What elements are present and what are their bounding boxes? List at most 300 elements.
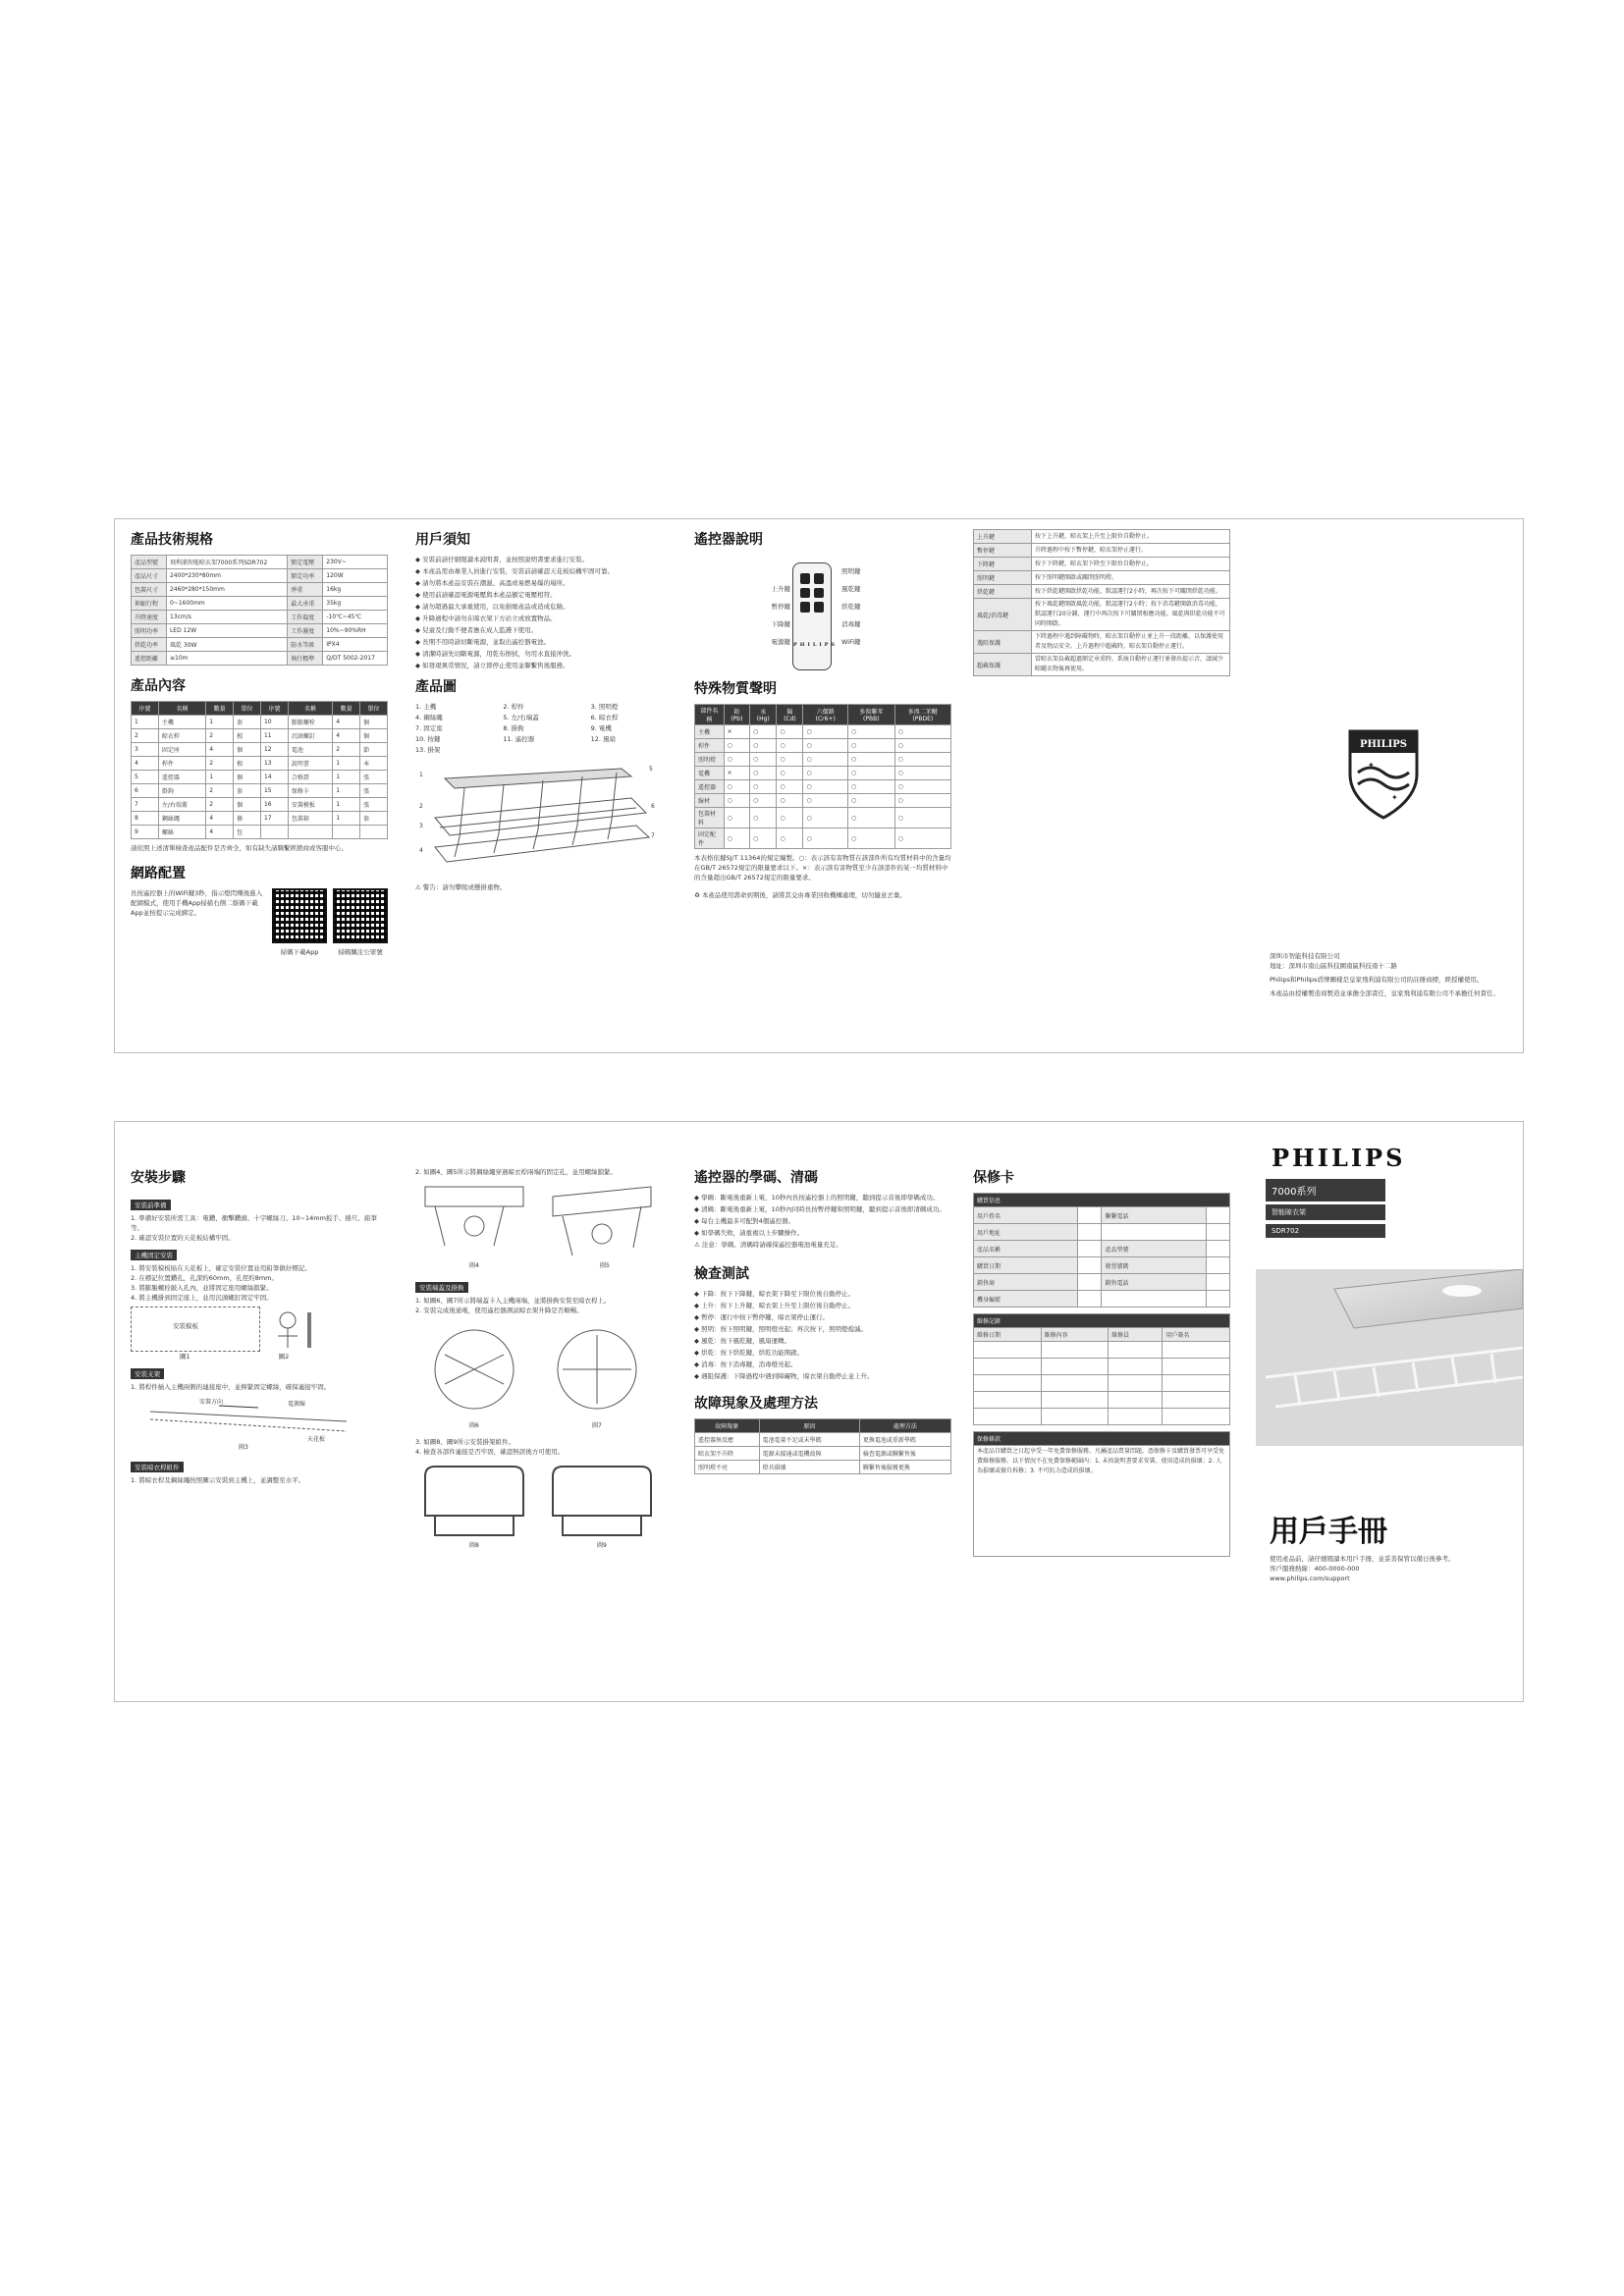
- table-cell: 工作濕度: [288, 624, 323, 638]
- table-cell: [1041, 1375, 1109, 1392]
- table-cell: 螺絲: [158, 826, 205, 839]
- figure-caption: 圖3: [239, 1444, 248, 1451]
- table-cell: 包裝尺寸: [132, 583, 167, 597]
- table-row: [695, 753, 951, 767]
- spec-title: 產品技術規格: [131, 532, 213, 548]
- table-cell: 風乾/消毒鍵: [974, 599, 1032, 631]
- table-header-cell: 序號: [260, 702, 288, 716]
- step-text: 1. 將晾衣桿及鋼絲繩按照圖示安裝到主機上，並調整至水平。: [131, 1476, 305, 1484]
- qr-code-icon: [272, 888, 327, 943]
- check-list: [694, 1289, 951, 1381]
- install-tag-4: 安裝晾衣桿組件: [131, 1462, 184, 1472]
- table-cell: 晾衣架不升降: [695, 1447, 760, 1461]
- table-cell: 照明鍵: [974, 571, 1032, 585]
- pair-note: 注意：學碼、清碼時請確保遙控器電池電量充足。: [701, 1241, 842, 1249]
- table-cell: ○: [848, 767, 895, 780]
- table-header-cell: 名稱: [288, 702, 332, 716]
- table-cell: [1102, 1291, 1206, 1308]
- table-cell: ≥10m: [166, 652, 287, 666]
- table-cell: [1206, 1207, 1229, 1224]
- table-cell: ○: [777, 739, 803, 753]
- remote-label: 風乾鍵: [841, 585, 861, 593]
- table-cell: 2: [333, 743, 360, 757]
- remote-label: 消毒鍵: [841, 620, 861, 628]
- table-row: [132, 624, 388, 638]
- cover-product: 智能晾衣架: [1266, 1204, 1385, 1220]
- table-row: [132, 757, 388, 771]
- bottom-sheet: [114, 1121, 1524, 1702]
- remote-label: 下降鍵: [771, 620, 790, 628]
- table-cell: 根: [234, 757, 261, 771]
- table-cell: 照明燈: [695, 753, 725, 767]
- part-label: 8. 掛鉤: [503, 724, 524, 732]
- table-cell: 4: [206, 826, 234, 839]
- table-row: [132, 798, 388, 812]
- table-cell: 10%~90%RH: [323, 624, 388, 638]
- table-cell: 個: [234, 771, 261, 784]
- table-cell: 用戶姓名: [974, 1207, 1078, 1224]
- part-label: 11. 遙控器: [503, 735, 535, 743]
- table-cell: 遙控器: [158, 771, 205, 784]
- table-cell: 張: [360, 784, 388, 798]
- remote-label: 照明鍵: [841, 567, 861, 575]
- table-cell: ×: [724, 725, 749, 739]
- table-cell: 35kg: [323, 597, 388, 611]
- support-hotline: 客戶服務熱線：400-0000-000: [1270, 1565, 1360, 1573]
- table-cell: 桿件: [158, 757, 205, 771]
- figure-caption: 圖7: [592, 1422, 602, 1429]
- warranty-column: [973, 1122, 1230, 1701]
- table-cell: 1: [206, 716, 234, 729]
- figure-caption: 圖9: [597, 1542, 607, 1549]
- table-row: [132, 729, 388, 743]
- table-cell: 最大承重: [288, 597, 323, 611]
- repair-table: [973, 1313, 1230, 1425]
- table-cell: [360, 826, 388, 839]
- table-cell: 下降過程中遇到障礙物時，晾衣架自動停止並上升一段距離，以保護使用者及物品安全。上升過程中超載時，晾衣架自動停止運行。: [1032, 631, 1230, 654]
- table-cell: [974, 1392, 1042, 1409]
- table-cell: ○: [803, 767, 848, 780]
- list-item: ◆ 本產品需由專業人員進行安裝，安裝前請確認天花板結構牢固可靠。: [415, 567, 615, 575]
- table-cell: [1109, 1342, 1163, 1359]
- list-item: ◆ 如發現異常情況，請立即停止使用並聯繫售後服務。: [415, 662, 569, 669]
- table-cell: 2: [206, 729, 234, 743]
- table-cell: 工作溫度: [288, 611, 323, 624]
- table-cell: ○: [724, 739, 749, 753]
- table-cell: ○: [777, 753, 803, 767]
- install-figure-3: [131, 1392, 366, 1451]
- table-cell: 主機: [695, 725, 725, 739]
- table-header-row: [695, 705, 951, 725]
- hazard-title: 特殊物質聲明: [694, 681, 777, 697]
- table-header-cell: 六價鉻 (Cr6+): [803, 705, 848, 725]
- table-cell: 烘乾鍵: [974, 585, 1032, 599]
- figure-caption: 圖4: [469, 1262, 479, 1269]
- table-row: [132, 826, 388, 839]
- table-row: [974, 1207, 1230, 1224]
- table-cell: ○: [750, 767, 777, 780]
- table-header-cell: 名稱: [158, 702, 205, 716]
- contents-table: [131, 701, 388, 839]
- table-cell: 1: [333, 798, 360, 812]
- table-cell: 按下照明鍵開啟或關閉照明燈。: [1032, 571, 1230, 585]
- table-cell: 遙控器: [695, 780, 725, 794]
- table-cell: 機身編號: [974, 1291, 1078, 1308]
- table-cell: ○: [750, 780, 777, 794]
- table-cell: ○: [848, 739, 895, 753]
- table-cell: ○: [724, 753, 749, 767]
- cover-series: 7000系列: [1266, 1179, 1385, 1201]
- list-item: ◆ 長期不用時請切斷電源，並取出遙控器電池。: [415, 638, 551, 646]
- svg-text:7: 7: [651, 832, 655, 839]
- svg-text:6: 6: [651, 803, 655, 810]
- install-step-text: 2. 如圖4、圖5所示將鋼絲繩穿過晾衣桿兩端的固定孔，並用螺絲鎖緊。: [415, 1168, 618, 1176]
- table-cell: [1163, 1342, 1230, 1359]
- table-row: [132, 638, 388, 652]
- table-header-cell: 處理方法: [859, 1419, 950, 1433]
- table-cell: IPX4: [323, 638, 388, 652]
- table-cell: 套: [234, 716, 261, 729]
- table-cell: 個: [360, 729, 388, 743]
- table-cell: 4: [206, 743, 234, 757]
- table-cell: Q/DT 5002-2017: [323, 652, 388, 666]
- list-item: ◆ 使用前請確認電源電壓與本產品額定電壓相符。: [415, 591, 557, 599]
- table-row: [132, 597, 388, 611]
- table-cell: 2: [206, 757, 234, 771]
- table-cell: ○: [803, 753, 848, 767]
- table-cell: 3: [132, 743, 159, 757]
- table-cell: 淨重: [288, 583, 323, 597]
- table-cell: 鋼絲繩: [158, 812, 205, 826]
- remote-brand: PHILIPS: [793, 642, 839, 648]
- table-cell: ○: [894, 780, 950, 794]
- remote-label: 電源鍵: [771, 638, 790, 646]
- table-cell: 桿件: [695, 739, 725, 753]
- table-cell: 烘乾功率: [132, 638, 167, 652]
- table-row: [974, 1257, 1230, 1274]
- table-cell: ○: [750, 808, 777, 828]
- table-cell: ○: [894, 725, 950, 739]
- remote-title: 遙控器說明: [694, 532, 763, 548]
- step-text: 1. 如圖6、圖7所示將端蓋卡入主機兩端，並將掛鉤安裝至晾衣桿上。: [415, 1297, 611, 1305]
- table-cell: 按下風乾鍵開啟風乾功能，默認運行2小時；按下消毒鍵開啟消毒功能，默認運行20分鐘，運行中再次按下可關閉相應功能。風乾與烘乾功能不可同時開啟。: [1032, 599, 1230, 631]
- table-cell: ○: [750, 725, 777, 739]
- table-cell: 照明燈不亮: [695, 1461, 760, 1474]
- list-item: ◆ 安裝前請仔細閱讀本說明書，並按照說明書要求進行安裝。: [415, 556, 589, 563]
- table-cell: [1163, 1409, 1230, 1425]
- table-row: [695, 1447, 951, 1461]
- brand-desc: Philips和Philips盾牌圖樣是皇家飛利浦有限公司的註冊商標，經授權使用。: [1270, 976, 1484, 984]
- table-header-cell: 鉛 (Pb): [724, 705, 749, 725]
- table-cell: [260, 826, 288, 839]
- table-cell: 條: [234, 812, 261, 826]
- table-cell: 電源未接通或電機故障: [759, 1447, 859, 1461]
- table-cell: 張: [360, 798, 388, 812]
- warning-icon: ⚠: [694, 1241, 700, 1249]
- table-cell: 15: [260, 784, 288, 798]
- table-cell: 防水等級: [288, 638, 323, 652]
- table-cell: 合格證: [288, 771, 332, 784]
- table-cell: ○: [803, 828, 848, 849]
- table-cell: [1109, 1359, 1163, 1375]
- table-cell: 膨脹螺栓: [288, 716, 332, 729]
- table-cell: 遙控距離: [132, 652, 167, 666]
- manual-note: 使用產品前，請仔細閱讀本用戶手冊，並妥善保管以備日後參考。: [1270, 1555, 1455, 1563]
- list-item: ◆ 兒童及行動不便者應在成人監護下使用。: [415, 626, 538, 634]
- warranty-title: 保修卡: [973, 1170, 1014, 1186]
- table-row: [974, 571, 1230, 585]
- table-header-row: [695, 1419, 951, 1433]
- table-cell: ○: [803, 739, 848, 753]
- remote-label: 上升鍵: [771, 585, 790, 593]
- table-cell: 遇阻保護: [974, 631, 1032, 654]
- drill-figure: [268, 1307, 327, 1350]
- part-label: 5. 左/右端蓋: [503, 714, 539, 721]
- table-cell: [1078, 1257, 1102, 1274]
- table-row: [974, 1392, 1230, 1409]
- table-cell: ×: [724, 767, 749, 780]
- table-row: [132, 784, 388, 798]
- list-item: ◆ 清潔時請先切斷電源，用乾布擦拭，勿用水直接沖洗。: [415, 650, 576, 658]
- remote-body: [792, 562, 839, 670]
- table-cell: 按下下降鍵，晾衣架下降至下限位自動停止。: [1032, 558, 1230, 571]
- table-cell: 1: [333, 771, 360, 784]
- install-figures-4-5: [415, 1177, 661, 1271]
- table-row: [132, 812, 388, 826]
- table-row: [695, 794, 951, 808]
- table-cell: [1206, 1224, 1229, 1241]
- table-cell: [1078, 1291, 1102, 1308]
- list-item: ◆ 升降過程中請勿在晾衣架下方站立或放置物品。: [415, 614, 557, 622]
- table-cell: 個: [234, 743, 261, 757]
- table-row: [132, 652, 388, 666]
- table-cell: -10℃~45℃: [323, 611, 388, 624]
- company-address: 地址：深圳市南山區科技園南區科技南十二路: [1270, 962, 1397, 970]
- figure-caption: 圖6: [469, 1422, 479, 1429]
- table-cell: [1109, 1409, 1163, 1425]
- table-header-row: [974, 1328, 1230, 1342]
- product-diagram: [415, 759, 661, 877]
- table-row: [974, 1274, 1230, 1291]
- table-cell: 伸縮行程: [132, 597, 167, 611]
- list-item: ◆ 烘乾：按下烘乾鍵，烘乾功能開啟。: [694, 1349, 804, 1357]
- table-cell: ○: [803, 808, 848, 828]
- table-cell: [974, 1359, 1042, 1375]
- step-text: 2. 安裝完成後通電，使用遙控器測試晾衣架升降是否順暢。: [415, 1307, 583, 1314]
- table-cell: 16: [260, 798, 288, 812]
- table-cell: 9: [132, 826, 159, 839]
- table-cell: [1206, 1291, 1229, 1308]
- qr-label: 掃碼下載App: [280, 948, 319, 956]
- table-cell: ○: [724, 828, 749, 849]
- table-cell: ○: [894, 808, 950, 828]
- table-cell: 維修員: [1109, 1328, 1163, 1342]
- step-text: 1. 將安裝模板貼在天花板上，確定安裝位置並用鉛筆做好標記。: [131, 1264, 311, 1272]
- figure-label: 安裝方向: [199, 1399, 224, 1406]
- pair-list: [694, 1193, 951, 1238]
- table-cell: [1206, 1274, 1229, 1291]
- step-text: 2. 在標記位置鑽孔，孔深約60mm，孔徑約8mm。: [131, 1274, 279, 1282]
- table-header-cell: 多溴二苯醚 (PBDE): [894, 705, 950, 725]
- table-row: [974, 558, 1230, 571]
- table-cell: 保修卡: [288, 784, 332, 798]
- table-row: [974, 1375, 1230, 1392]
- table-cell: 套: [234, 784, 261, 798]
- table-cell: ○: [777, 725, 803, 739]
- table-cell: 13cm/s: [166, 611, 287, 624]
- table-cell: 1: [333, 784, 360, 798]
- table-cell: 聯繫電話: [1102, 1207, 1206, 1224]
- table-header-cell: 序號: [132, 702, 159, 716]
- table-cell: [1041, 1409, 1109, 1425]
- fault-title: 故障現象及處理方法: [694, 1396, 818, 1412]
- table-row: [132, 716, 388, 729]
- table-cell: 固定配件: [695, 828, 725, 849]
- table-row: [695, 725, 951, 739]
- list-item: ◆ 遇阻保護：下降過程中遇到障礙物，晾衣架自動停止並上升。: [694, 1372, 874, 1380]
- install-tag-1: 安裝前準備: [131, 1200, 171, 1210]
- table-row: [974, 1291, 1230, 1308]
- table-row: [974, 1342, 1230, 1359]
- table-cell: 個: [360, 716, 388, 729]
- table-cell: 照明功率: [132, 624, 167, 638]
- figure-caption: 圖5: [600, 1262, 610, 1269]
- table-cell: 產品尺寸: [132, 569, 167, 583]
- table-cell: 超載保護: [974, 654, 1032, 676]
- top-sheet: [114, 518, 1524, 1053]
- figure-caption: 圖2: [278, 1353, 290, 1361]
- table-cell: 安裝模板: [288, 798, 332, 812]
- table-header-cell: 鎘 (Cd): [777, 705, 803, 725]
- table-cell: ○: [750, 794, 777, 808]
- spec-table: [131, 555, 388, 666]
- table-row: [974, 631, 1230, 654]
- table-cell: ○: [777, 767, 803, 780]
- install2-steps-3: [415, 1437, 673, 1457]
- spec-column: [131, 519, 388, 1052]
- table-cell: 本: [360, 757, 388, 771]
- notice-title: 用戶須知: [415, 532, 470, 548]
- part-label: 2. 桿件: [503, 703, 524, 711]
- table-cell: ○: [803, 725, 848, 739]
- table-cell: 13: [260, 757, 288, 771]
- table-cell: 主機: [158, 716, 205, 729]
- table-cell: 用戶地址: [974, 1224, 1078, 1241]
- table-cell: 1: [333, 757, 360, 771]
- step-text: 1. 準備好安裝所需工具：電鑽、衝擊鑽頭、十字螺絲刀、10~14mm扳手、捲尺、鉛筆等。: [131, 1214, 377, 1232]
- table-cell: 維修內容: [1041, 1328, 1109, 1342]
- svg-text:3: 3: [419, 823, 423, 829]
- hazard-table: [694, 704, 951, 849]
- part-label: 1. 主機: [415, 703, 437, 711]
- table-row: [132, 569, 388, 583]
- svg-text:4: 4: [419, 847, 423, 854]
- table-cell: [333, 826, 360, 839]
- table-cell: 按下烘乾鍵開啟烘乾功能，默認運行2小時，再次按下可關閉烘乾功能。: [1032, 585, 1230, 599]
- table-cell: 120W: [323, 569, 388, 583]
- table-cell: 17: [260, 812, 288, 826]
- table-cell: 1: [132, 716, 159, 729]
- philips-shield-icon: [1344, 725, 1423, 824]
- remote-right-labels: [841, 566, 920, 655]
- table-row: [974, 1359, 1230, 1375]
- svg-text:1: 1: [419, 772, 423, 778]
- table-row: [974, 1224, 1230, 1241]
- table-row: [132, 771, 388, 784]
- table-cell: 維修日期: [974, 1328, 1042, 1342]
- template-figure: [131, 1307, 260, 1352]
- table-cell: 1: [333, 812, 360, 826]
- table-cell: ○: [894, 794, 950, 808]
- table-cell: 額定功率: [288, 569, 323, 583]
- table-cell: 發票號碼: [1102, 1257, 1206, 1274]
- functions-column: [973, 519, 1230, 1052]
- list-item: ◆ 風乾：按下風乾鍵，風扇運轉。: [694, 1337, 791, 1345]
- table-cell: [1078, 1241, 1102, 1257]
- functions-table: [973, 529, 1230, 676]
- list-item: ◆ 上升：按下上升鍵，晾衣架上升至上限位後自動停止。: [694, 1302, 855, 1309]
- table-row: [974, 530, 1230, 544]
- table-header-cell: 故障現象: [695, 1419, 760, 1433]
- table-header-cell: 數量: [333, 702, 360, 716]
- table-cell: 線材: [695, 794, 725, 808]
- svg-text:✦: ✦: [1368, 761, 1375, 770]
- company-name: 深圳市智能科技有限公司: [1270, 952, 1340, 960]
- contents-note: 請依照上述清單檢查產品配件是否齊全，如有缺失請聯繫經銷商或客服中心。: [131, 844, 348, 852]
- step-text: 1. 將桿件插入主機兩側的連接座中，並擰緊固定螺絲，確保連接牢固。: [131, 1383, 331, 1391]
- table-cell: [1163, 1359, 1230, 1375]
- svg-text:2: 2: [419, 803, 423, 810]
- warranty-table: [973, 1193, 1230, 1308]
- table-row: [974, 1241, 1230, 1257]
- table-header-cell: 數量: [206, 702, 234, 716]
- fault-table: [694, 1418, 951, 1474]
- table-row: [974, 544, 1230, 558]
- manual-title: 用戶手冊: [1270, 1515, 1387, 1549]
- table-cell: ○: [777, 794, 803, 808]
- table-cell: LED 12W: [166, 624, 287, 638]
- table-cell: 2400*230*80mm: [166, 569, 287, 583]
- svg-text:5: 5: [649, 766, 653, 773]
- table-header-cell: 單位: [234, 702, 261, 716]
- install-tag-3: 安裝支架: [131, 1368, 164, 1379]
- table-cell: [1078, 1207, 1102, 1224]
- table-cell: 11: [260, 729, 288, 743]
- table-cell: 4: [333, 716, 360, 729]
- table-cell: ○: [894, 739, 950, 753]
- install-steps-4: [131, 1475, 388, 1485]
- table-row: [974, 585, 1230, 599]
- table-cell: 左/右端蓋: [158, 798, 205, 812]
- table-cell: 按下上升鍵，晾衣架上升至上限位自動停止。: [1032, 530, 1230, 544]
- table-cell: 升降速度: [132, 611, 167, 624]
- list-item: ◆ 學碼：斷電後重新上電，10秒內長按遙控器上的照明鍵，聽到提示音後即學碼成功。: [694, 1194, 940, 1201]
- table-row: [132, 743, 388, 757]
- list-item: ◆ 請勿超過最大承重使用，以免損壞產品或造成危險。: [415, 603, 569, 611]
- table-cell: 根: [234, 729, 261, 743]
- table-cell: 飛利浦智能晾衣架7000系列SDR702: [166, 556, 287, 569]
- warning-text: 警告：請勿攀爬或懸掛重物。: [422, 883, 507, 891]
- table-cell: ○: [894, 753, 950, 767]
- table-row: [695, 828, 951, 849]
- table-cell: 2: [206, 798, 234, 812]
- table-cell: [1163, 1375, 1230, 1392]
- table-header-row: [974, 1314, 1230, 1328]
- svg-text:✦: ✦: [1391, 793, 1398, 802]
- table-cell: 4: [132, 757, 159, 771]
- list-item: ◆ 下降：按下下降鍵，晾衣架下降至下限位後自動停止。: [694, 1290, 855, 1298]
- table-row: [974, 1409, 1230, 1425]
